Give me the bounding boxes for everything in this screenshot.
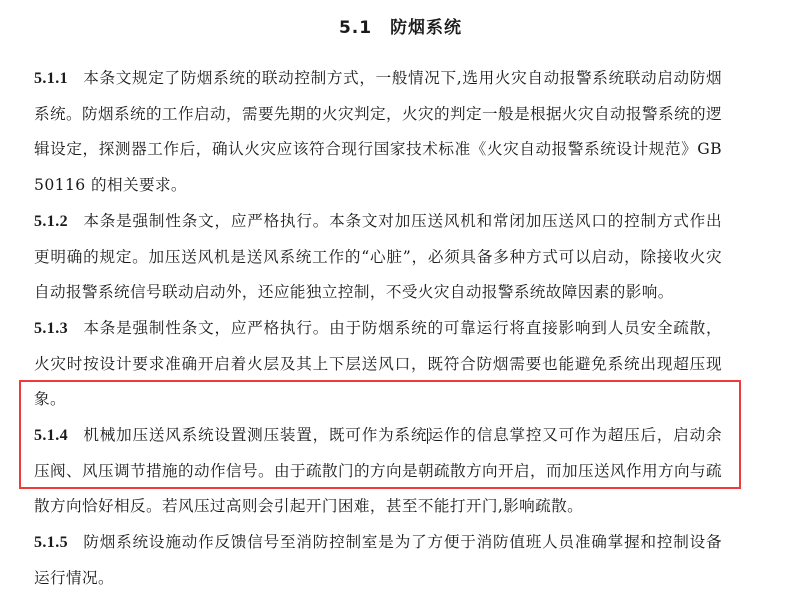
clause-number: 5.1.3 <box>34 319 68 337</box>
clause-text-part-2: 运作的信息掌控又可作为超压后，启动余压阀、风压调节措施的动作信号。由于疏散门的方向是朝疏散方向开启，而加压送风作用方向与疏散方向恰好相反。若风压过高则会引起开门困难，甚至不能打开门,影响疏散。 <box>34 426 722 516</box>
clause-text: 防烟系统设施动作反馈信号至消防控制室是为了方便于消防值班人员准确掌握和控制设备运行情况。 <box>34 533 722 587</box>
clause-number: 5.1.4 <box>34 427 68 445</box>
section-title-text: 防烟系统 <box>390 18 463 39</box>
section-number: 5.1 <box>338 18 373 39</box>
clause-5-1-2[interactable] <box>34 204 722 311</box>
clause-text: 本条是强制性条文，应严格执行。由于防烟系统的可靠运行将直接影响到人员安全疏散，火灾时按设计要求准确开启着火层及其上下层送风口，既符合防烟需要也能避免系统出现超压现象。 <box>34 318 722 409</box>
clause-text: 本条文规定了防烟系统的联动控制方式，一般情况下,选用火灾自动报警系统联动启动防烟系统。防烟系统的工作启动，需要先期的火灾判定，火灾的判定一般是根据火灾自动报警系统的逻辑设定，探测器工作后，确认火灾应该符合现行国家技术标准《火灾自动报警系统设计规范》GB 50116 的相关要求。 <box>34 69 722 195</box>
clause-text-part-1: 机械加压送风系统设置测压装置，既可作为系统 <box>83 426 428 445</box>
clause-5-1-3[interactable] <box>34 311 722 418</box>
clause-5-1-4[interactable] <box>34 418 722 525</box>
clause-text: 本条是强制性条文，应严格执行。本条文对加压送风机和常闭加压送风口的控制方式作出更明确的规定。加压送风机是送风系统工作的“心脏”，必须具备多种方式可以启动，除接收火灾自动报警系统信号联动启动外，还应能独立控制，不受火灾自动报警系统故障因素的影响。 <box>34 211 722 302</box>
clause-number: 5.1.5 <box>34 534 68 552</box>
document-body <box>34 61 722 597</box>
clause-5-1-1[interactable] <box>34 61 722 204</box>
clause-number: 5.1.1 <box>34 70 68 87</box>
section-title <box>0 15 801 41</box>
clause-number: 5.1.2 <box>34 212 68 230</box>
